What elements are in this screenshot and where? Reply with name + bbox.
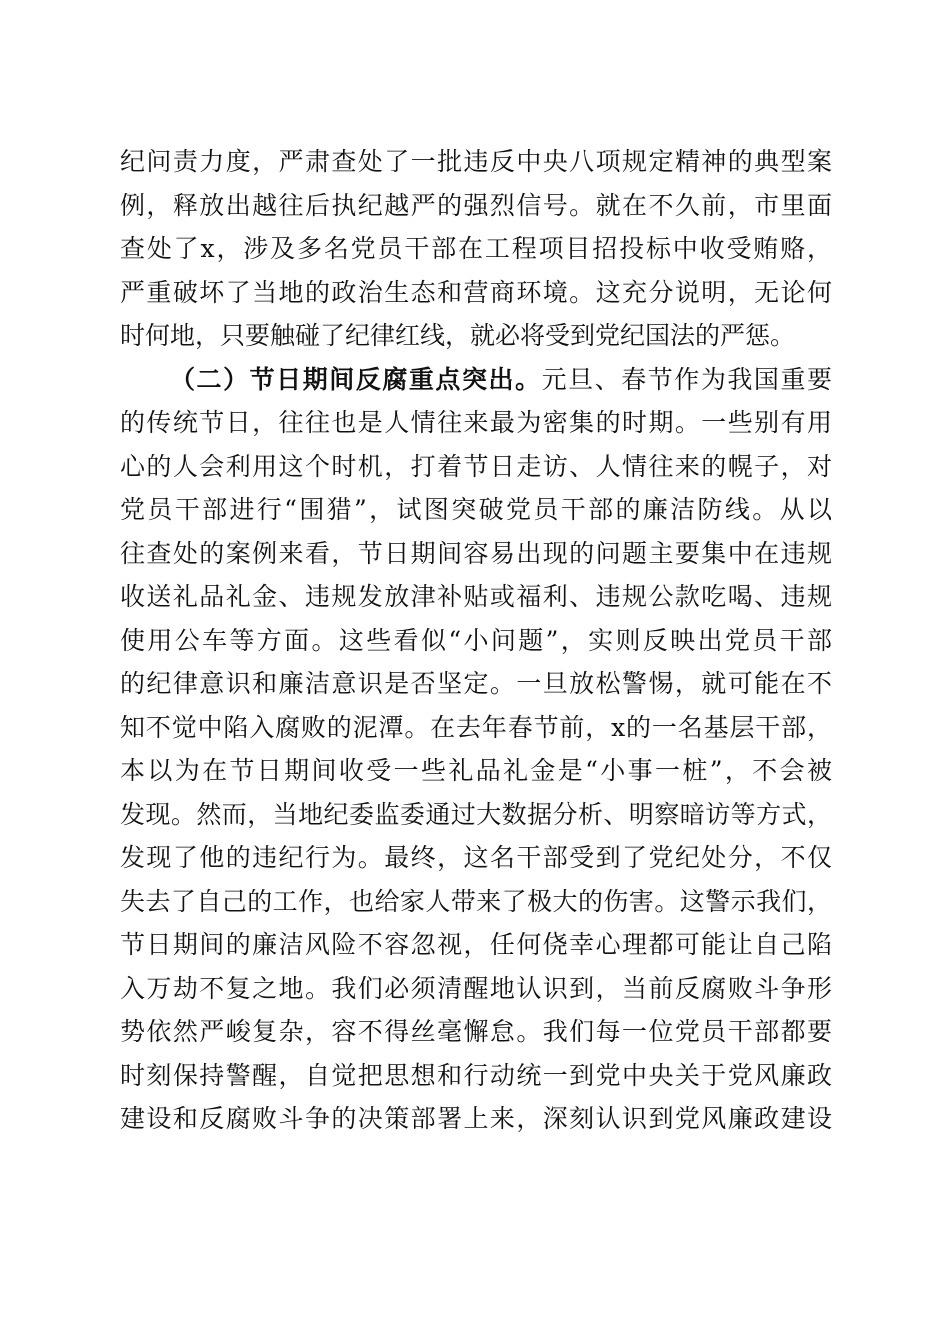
paragraph-2 (120, 358, 832, 1141)
heading-line-text: 元旦、春节作为我国重要 (541, 364, 832, 394)
paragraph-line: 查处了x，涉及多名党员干部在工程项目招投标中收受贿赂， (120, 234, 832, 263)
paragraph-line: 发现了他的违纪行为。最终，这名干部受到了党纪处分，不仅 (120, 843, 832, 872)
paragraph-line: 的传统节日，往往也是人情往来最为密集的时期。一些别有用 (120, 408, 832, 437)
paragraph-line: 往查处的案例来看，节日期间容易出现的问题主要集中在违规 (120, 538, 832, 568)
paragraph-line: 本以为在节日期间收受一些礼品礼金是“小事一桩”，不会被 (120, 756, 832, 785)
paragraph-first-line (120, 358, 832, 402)
paragraph-line: 纪问责力度，严肃查处了一批违反中央八项规定精神的典型案 (120, 147, 832, 176)
paragraph-line: 时刻保持警醒，自觉把思想和行动统一到党中央关于党风廉政 (120, 1060, 832, 1090)
paragraph-line: 势依然严峻复杂，容不得丝毫懈怠。我们每一位党员干部都要 (120, 1017, 832, 1046)
paragraph-line: 时何地，只要触碰了纪律红线，就必将受到党纪国法的严惩。 (120, 321, 796, 350)
section-heading: （二）节日期间反腐重点突出。 (170, 364, 542, 394)
paragraph-line: 的纪律意识和廉洁意识是否坚定。一旦放松警惕，就可能在不 (120, 669, 832, 698)
document-body (120, 140, 832, 1141)
paragraph-line: 失去了自己的工作，也给家人带来了极大的伤害。这警示我们， (120, 886, 832, 916)
paragraph-line: 心的人会利用这个时机，打着节日走访、人情往来的幌子，对 (120, 451, 832, 481)
paragraph-line: 例，释放出越往后执纪越严的强烈信号。就在不久前，市里面 (120, 190, 832, 220)
paragraph-line: 使用公车等方面。这些看似“小问题”，实则反映出党员干部 (120, 625, 832, 655)
paragraph-line: 入万劫不复之地。我们必须清醒地认识到，当前反腐败斗争形 (120, 973, 832, 1003)
paragraph-1 (120, 140, 832, 358)
paragraph-line: 知不觉中陷入腐败的泥潭。在去年春节前，x的一名基层干部， (120, 712, 832, 742)
paragraph-line: 收送礼品礼金、违规发放津补贴或福利、违规公款吃喝、违规 (120, 582, 832, 611)
paragraph-line: 发现。然而，当地纪委监委通过大数据分析、明察暗访等方式， (120, 799, 832, 829)
paragraph-line: 党员干部进行“围猎”，试图突破党员干部的廉洁防线。从以 (120, 495, 832, 524)
paragraph-line: 严重破坏了当地的政治生态和营商环境。这充分说明，无论何 (120, 277, 832, 307)
paragraph-line: 节日期间的廉洁风险不容忽视，任何侥幸心理都可能让自己陷 (120, 930, 832, 959)
paragraph-line: 建设和反腐败斗争的决策部署上来，深刻认识到党风廉政建设 (120, 1104, 832, 1133)
